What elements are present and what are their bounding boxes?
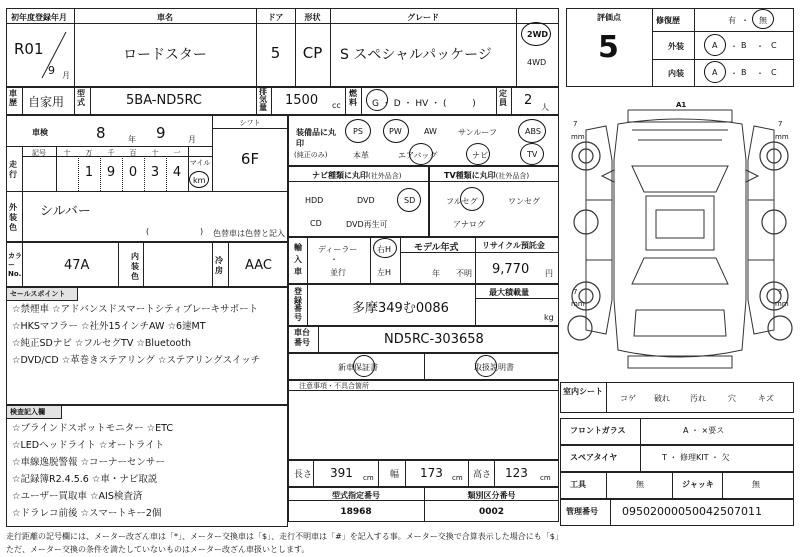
- chassis-label: 車台番号: [294, 328, 310, 347]
- model-value: 5BA-ND5RC: [126, 93, 202, 108]
- capacity-unit: 人: [541, 103, 549, 112]
- navi-dvd: DVD: [357, 196, 375, 205]
- owners-manual: 取扱説明書: [474, 363, 514, 372]
- registration-value: 多摩349む0086: [352, 301, 449, 316]
- import-dealer: ディーラー: [318, 245, 358, 254]
- footer-note-1: 走行距離の記号欄には、メーター改ざん車は「*」、メーター交換車は「$」、走行不明車は「#」を記入する事。メーター交換で合算表示した場合にも「$」: [6, 532, 563, 541]
- notes-label: 注意事項・不具合箇所: [299, 382, 369, 390]
- km-circle: [189, 171, 209, 188]
- import-parallel: 並行: [330, 268, 346, 277]
- mileage-label: 走行: [9, 160, 17, 179]
- mileage-digit: 1: [84, 165, 94, 180]
- diagram-mark: 7: [573, 288, 578, 296]
- import-dot: ・: [330, 255, 338, 264]
- interior-grade-c: C: [771, 68, 777, 77]
- diagram-mark: 7: [573, 120, 578, 128]
- max-load-label: 最大積載量: [489, 288, 529, 297]
- score-value: 5: [598, 30, 619, 65]
- model-year-label: モデル年式: [414, 243, 459, 253]
- chassis-value: ND5RC-303658: [384, 332, 484, 347]
- equipment-sunroof: サンルーフ: [458, 128, 497, 137]
- color-value: シルバー: [40, 204, 91, 219]
- diagram-mark: mm: [571, 300, 585, 308]
- equipment-abs-circle: [518, 119, 546, 143]
- mileage-header-symbol: 記号: [32, 149, 46, 157]
- shift-label: シフト: [239, 119, 261, 127]
- doors-value: 5: [270, 44, 281, 62]
- model-label: 型式: [77, 89, 85, 107]
- inspection-year: 8: [96, 124, 106, 142]
- mileage-header-hundred: 百: [129, 149, 137, 157]
- color-note-paren: ( ): [146, 227, 204, 236]
- yen-unit: 円: [545, 269, 553, 278]
- management-number: 09502000050042507011: [622, 505, 762, 518]
- registration-label: 登録番号: [294, 287, 302, 322]
- left-hand: 左H: [377, 268, 392, 277]
- grade-label: グレード: [407, 13, 439, 22]
- spare-options: T ・ 修理KIT ・ 欠: [662, 453, 730, 462]
- equipment-abs: ABS: [525, 127, 541, 136]
- interior-color-label: 内装色: [131, 252, 139, 281]
- exterior-label: 外装: [668, 42, 684, 51]
- inspector-line: ☆車線逸脱警報 ☆コーナーセンサー: [12, 457, 165, 468]
- equipment-ps: PS: [353, 127, 363, 136]
- selling-point-line: ☆純正SDナビ ☆フルセグTV ☆Bluetooth: [12, 338, 191, 349]
- navi-sd: SD: [404, 196, 416, 205]
- exterior-a-circle: [704, 34, 726, 56]
- inspector-line: ☆ユーザー買取車 ☆AIS検査済: [12, 491, 143, 502]
- first-registration-month: 9: [48, 64, 55, 77]
- color-label: 外装色: [9, 203, 17, 232]
- equipment-tv-circle: [520, 143, 544, 165]
- class-label: 類別区分番号: [467, 491, 516, 500]
- model-year-unknown: 不明: [456, 269, 472, 278]
- right-hand: 右H: [377, 245, 392, 254]
- notes-block: [288, 380, 559, 460]
- type-cert-value: 18968: [340, 507, 372, 517]
- width-value: 173: [420, 466, 443, 480]
- doors-label: ドア: [267, 13, 284, 22]
- displacement-value: 1500: [285, 93, 319, 108]
- score-label: 評価点: [597, 13, 621, 22]
- repair-no: 無: [759, 16, 767, 25]
- exterior-grade-b: B: [741, 41, 747, 50]
- equipment-navi-circle: [466, 143, 490, 165]
- seat-option: コゲ: [620, 394, 636, 403]
- diagram-mark: mm: [571, 133, 585, 141]
- equipment-label: 装備品に丸印: [296, 128, 336, 148]
- equipment-pw-circle: [383, 119, 409, 143]
- diagram-mark: 7: [778, 120, 783, 128]
- navi-hdd: HDD: [305, 196, 324, 205]
- navi-sd-circle: [397, 188, 421, 212]
- mileage-header-thousand: 千: [107, 149, 115, 157]
- drive-2wd-circle: [521, 22, 551, 46]
- year-label: 初年度登録年月: [11, 13, 67, 22]
- inspection-year-unit: 年: [128, 135, 136, 144]
- selling-point-line: ☆DVD/CD ☆革巻きステアリング ☆ステアリングスイッチ: [12, 355, 261, 366]
- aircon-label: 冷房: [215, 256, 223, 275]
- inspector-line: ☆ドラレコ前後 ☆スマートキー2個: [12, 508, 162, 519]
- import-label: 輸入車: [294, 243, 302, 276]
- management-label: 管理番号: [566, 507, 598, 516]
- kg-unit: kg: [544, 313, 554, 322]
- shape-value: CP: [302, 44, 323, 62]
- glass-options: A ・ ×要ス: [683, 426, 725, 435]
- navi-dvd-playback: DVD再生可: [346, 220, 388, 229]
- footer-note-2: ただ、メーター交換の条件を満たしていないものはメーター改ざん車扱いとします。: [6, 545, 310, 554]
- interior-grade-dot: ・: [730, 69, 738, 78]
- equipment-airbag-circle: [409, 143, 433, 165]
- color-no-label: カラーNo.: [8, 252, 22, 278]
- tv-header: TV種類に丸印(社外品含): [444, 171, 530, 180]
- drive-2wd: 2WD: [527, 30, 549, 39]
- mileage-header-one: 一: [173, 149, 181, 157]
- mileage-digit: 0: [128, 165, 138, 180]
- width-label: 幅: [390, 470, 400, 480]
- seat-option: キズ: [758, 394, 774, 403]
- width-unit: cm: [452, 474, 463, 482]
- tv-fullseg-circle: [460, 187, 484, 211]
- equipment-sublabel: (純正のみ): [294, 151, 328, 159]
- exterior-grade-c: C: [771, 41, 777, 50]
- repair-dot: ・: [741, 16, 749, 25]
- exterior-grade-a: A: [712, 41, 718, 50]
- grade-value: S スペシャルパッケージ: [340, 47, 492, 63]
- right-hand-circle: [373, 238, 397, 258]
- equipment-airbag: エアバッグ: [398, 151, 438, 160]
- length-label: 長さ: [294, 470, 313, 480]
- km-unit: km: [193, 176, 206, 185]
- seat-option: 穴: [728, 394, 736, 403]
- repair-no-circle: [752, 9, 774, 29]
- exterior-grade-dot: ・: [756, 42, 764, 51]
- length-value: 391: [330, 466, 353, 480]
- interior-grade-b: B: [741, 68, 747, 77]
- spare-label: スペアタイヤ: [570, 453, 618, 462]
- equipment-tv: TV: [527, 150, 538, 159]
- spec-row: [6, 87, 559, 115]
- navi-cd: CD: [310, 219, 322, 228]
- tools-value: 無: [636, 480, 644, 489]
- height-value: 123: [505, 466, 528, 480]
- mileage-header-ten-thousand: 万: [85, 149, 93, 157]
- equipment-navi: ナビ: [472, 151, 488, 160]
- equipment-leather: 本革: [353, 151, 369, 160]
- new-car-warranty: 新車保証書: [338, 363, 378, 372]
- jack-value: 無: [752, 480, 760, 489]
- repair-history-label: 修復歴: [656, 16, 680, 25]
- displacement-label: 排気量: [259, 87, 267, 112]
- recycle-label: リサイクル預託金: [482, 241, 545, 250]
- car-damage-diagram: [566, 100, 794, 380]
- mileage-digit: 9: [106, 165, 116, 180]
- fuel-options: G ・ D ・ HV ・ ( ): [372, 99, 476, 109]
- mileage-header-ten-thousands-ten: 十: [63, 149, 71, 157]
- inspection-label: 車検: [32, 128, 48, 137]
- use-value: 自家用: [28, 95, 65, 109]
- model-year-unit: 年: [432, 269, 440, 278]
- use-label: 車歴: [9, 89, 17, 107]
- inspection-month-unit: 月: [188, 135, 196, 144]
- interior-grade-a: A: [712, 68, 718, 77]
- interior-a-circle: [704, 61, 726, 83]
- inspector-line: ☆LEDヘッドライト ☆オートライト: [12, 440, 165, 451]
- interior-label: 内装: [668, 69, 684, 78]
- selling-points-label: セールスポイント: [7, 288, 78, 301]
- mileage-header-ten: 十: [151, 149, 159, 157]
- repair-yes: 有: [728, 16, 736, 25]
- diagram-mark: mm: [775, 300, 789, 308]
- diagram-mark: 7: [778, 288, 783, 296]
- selling-point-line: ☆HKSマフラー ☆社外15インチAW ☆6速MT: [12, 321, 206, 332]
- navi-header: ナビ種類に丸印(社外品含): [312, 171, 402, 180]
- drive-4wd: 4WD: [527, 58, 547, 67]
- equipment-aw: AW: [424, 127, 437, 136]
- shape-label: 形状: [304, 13, 321, 22]
- exterior-grade-dot: ・: [730, 42, 738, 51]
- selling-point-line: ☆禁煙車 ☆アドバンスドスマートシティブレーキサポート: [12, 304, 259, 315]
- cc-unit: cc: [332, 101, 341, 110]
- diagram-mark: mm: [775, 133, 789, 141]
- inspector-line: ☆記録簿R2.4.5.6 ☆車・ナビ取説: [12, 474, 158, 485]
- first-registration-year: R01: [14, 40, 44, 58]
- length-unit: cm: [363, 474, 374, 482]
- owners-manual-circle: [475, 355, 497, 377]
- type-cert-label: 型式指定番号: [332, 491, 380, 500]
- equipment-pw: PW: [389, 127, 402, 136]
- color-no-value: 47A: [64, 258, 90, 273]
- header-divider: [6, 23, 559, 24]
- car-name: ロードスター: [123, 47, 207, 63]
- height-label: 高さ: [473, 470, 492, 480]
- tools-label: 工具: [570, 480, 586, 489]
- inspector-line: ☆ブラインドスポットモニター ☆ETC: [12, 423, 174, 434]
- height-unit: cm: [540, 474, 551, 482]
- recycle-value: 9,770: [492, 262, 530, 277]
- diagram-mark-a1: A1: [676, 101, 687, 109]
- seat-option: 汚れ: [690, 394, 706, 403]
- capacity-label: 定員: [499, 89, 507, 107]
- shift-value: 6F: [240, 150, 260, 168]
- tv-analog: アナログ: [453, 220, 485, 229]
- inspection-month: 9: [156, 124, 166, 142]
- tv-fullseg: フルセグ: [446, 197, 478, 206]
- mileage-header-mile: マイル: [189, 159, 211, 167]
- car-name-label: 車名: [157, 13, 173, 22]
- tv-oneseg: ワンセグ: [508, 197, 540, 206]
- color-note: 色替車は色替と記入: [213, 229, 285, 238]
- mileage-digit: 4: [172, 165, 182, 180]
- new-car-warranty-circle: [353, 355, 375, 377]
- interior-grade-dot: ・: [756, 69, 764, 78]
- month-unit: 月: [62, 71, 70, 80]
- inspector-label: 検査記入欄: [7, 406, 62, 419]
- class-value: 0002: [478, 507, 505, 517]
- aircon-value: AAC: [245, 258, 272, 273]
- glass-label: フロントガラス: [570, 426, 626, 435]
- fuel-label: 燃料: [349, 89, 357, 107]
- capacity-value: 2: [524, 93, 533, 108]
- seat-option: 破れ: [654, 394, 670, 403]
- seat-label: 室内シート: [563, 387, 603, 396]
- fuel-g-circle: [366, 89, 388, 111]
- jack-label: ジャッキ: [682, 480, 714, 489]
- mileage-digit: 3: [150, 165, 160, 180]
- equipment-ps-circle: [345, 119, 371, 143]
